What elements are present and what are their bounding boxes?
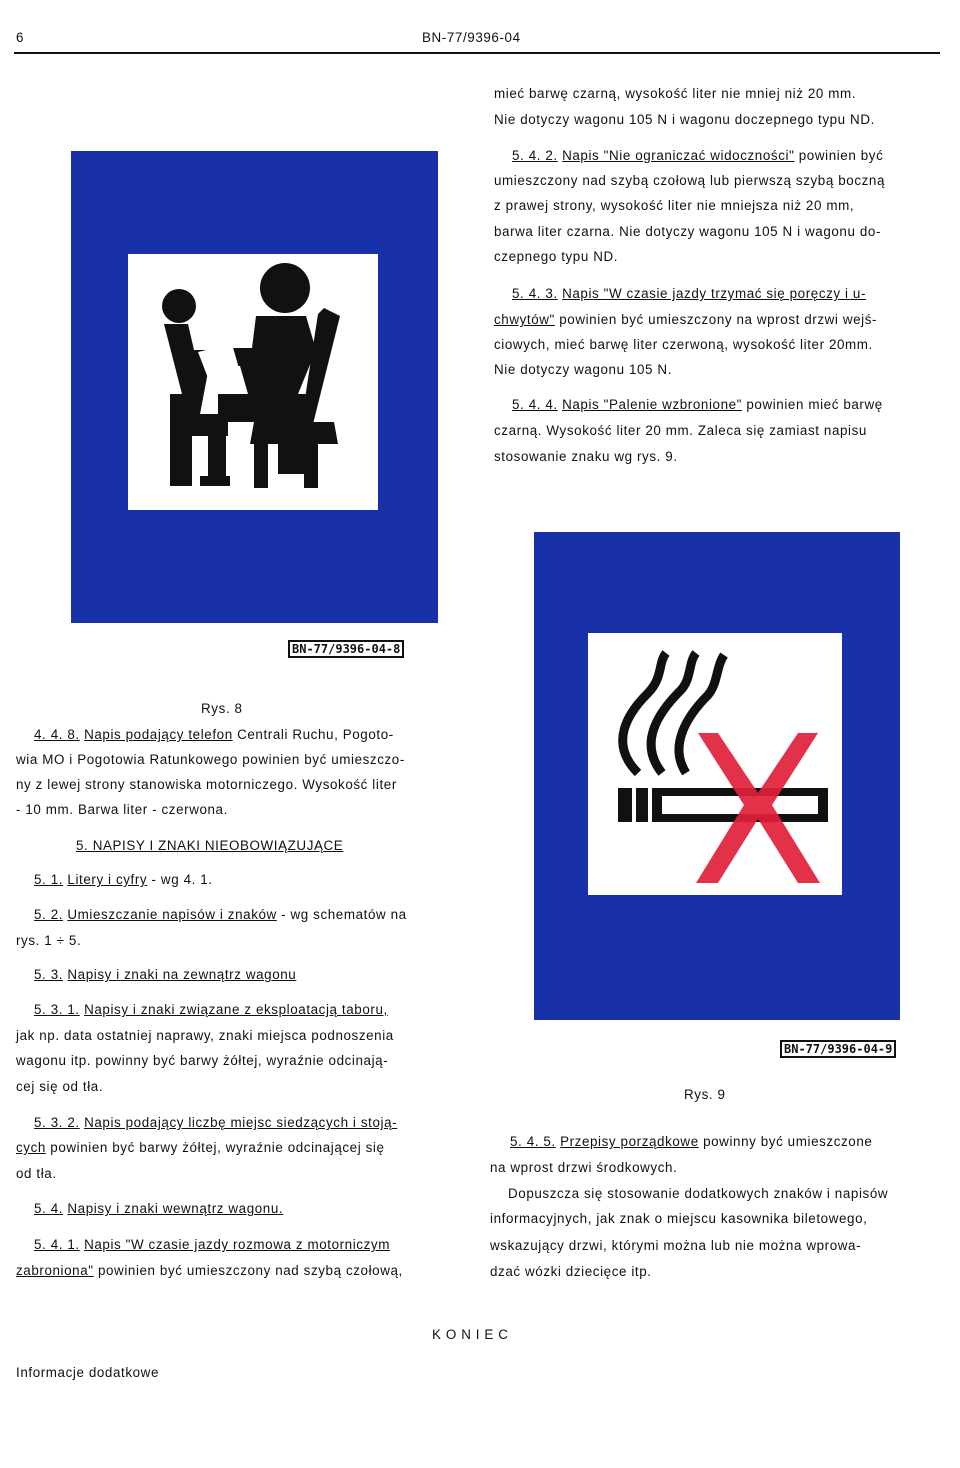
text-line: dzać wózki dziecięce itp. (490, 1264, 652, 1279)
paragraph-title: Przepisy porządkowe (560, 1134, 699, 1149)
paragraph-5-4-3-line (494, 312, 877, 328)
text-line: Dopuszcza się stosowanie dodatkowych znaków i napisów (508, 1186, 889, 1201)
figure-9-stamp: BN-77/9396-04-9 (780, 1040, 896, 1058)
text-line: jak np. data ostatniej naprawy, znaki miejsca podnoszenia (16, 1028, 394, 1043)
text-line: z prawej strony, wysokość liter nie mniejsza niż 20 mm, (494, 198, 855, 213)
figure-8-sign (71, 151, 438, 623)
paragraph-title: chwytów" (494, 312, 555, 327)
paragraph-5-3-2-line (16, 1140, 385, 1156)
text-line: czarną. Wysokość liter 20 mm. Zaleca się zamiast napisu (494, 423, 867, 438)
figure-9-caption: Rys. 9 (684, 1087, 726, 1102)
paragraph-text: powinny być umieszczone (703, 1134, 873, 1149)
text-line: rys. 1 ÷ 5. (16, 933, 82, 948)
paragraph-title: Napis podający liczbę miejsc siedzących i stoją- (84, 1115, 398, 1130)
document-code: BN-77/9396-04 (422, 30, 521, 45)
text-line: wia MO i Pogotowia Ratunkowego powinien być umieszczo- (16, 752, 405, 767)
passenger-with-child-icon (128, 254, 378, 510)
paragraph-title: Napis "W czasie jazdy trzymać się poręczy i u- (562, 286, 867, 301)
paragraph-title: Napis "W czasie jazdy rozmowa z motorniczym (84, 1237, 390, 1252)
text-line: wskazujący drzwi, którymi można lub nie można wprowa- (490, 1238, 862, 1253)
paragraph-5-4 (34, 1201, 283, 1217)
paragraph-number: 5. 3. 1. (34, 1002, 80, 1017)
text-line: ciowych, mieć barwę liter czerwoną, wysokość liter 20mm. (494, 337, 873, 352)
paragraph-number: 5. 4. 3. (512, 286, 558, 301)
paragraph-number: 5. 2. (34, 907, 64, 922)
paragraph-5-2 (34, 907, 407, 923)
paragraph-title: Napisy i znaki wewnątrz wagonu. (67, 1201, 284, 1216)
paragraph-title: zabroniona" (16, 1263, 94, 1278)
paragraph-text: powinien być barwy żółtej, wyraźnie odcinającej się (50, 1140, 385, 1155)
figure-8-caption: Rys. 8 (201, 701, 243, 716)
text-line: ny z lewej strony stanowiska motorniczego. Wysokość liter (16, 777, 397, 792)
no-smoking-icon (588, 633, 842, 895)
text-line: stosowanie znaku wg rys. 9. (494, 449, 678, 464)
paragraph-number: 5. 4. (34, 1201, 64, 1216)
paragraph-text: powinien być (798, 148, 884, 163)
paragraph-title: Napisy i znaki związane z eksploatacją taboru, (84, 1002, 388, 1017)
paragraph-title: Napisy i znaki na zewnątrz wagonu (67, 967, 297, 982)
paragraph-5-4-5 (510, 1134, 872, 1150)
paragraph-number: 5. 4. 2. (512, 148, 558, 163)
figure-8-sign-inner (128, 254, 378, 510)
paragraph-text: - wg 4. 1. (151, 872, 213, 887)
paragraph-4-4-8-heading (34, 727, 394, 743)
page-number: 6 (16, 30, 25, 45)
end-marker: K O N I E C (432, 1327, 509, 1342)
paragraph-5-3-1 (34, 1002, 388, 1018)
text-line: od tła. (16, 1166, 57, 1181)
paragraph-number: 5. 1. (34, 872, 64, 887)
paragraph-number: 5. 4. 4. (512, 397, 558, 412)
paragraph-5-4-2-heading (512, 148, 883, 164)
paragraph-5-4-4-heading (512, 397, 883, 413)
paragraph-number: 5. 4. 5. (510, 1134, 556, 1149)
text-line: cej się od tła. (16, 1079, 104, 1094)
paragraph-text: powinien mieć barwę (746, 397, 883, 412)
paragraph-text: Centrali Ruchu, Pogoto- (237, 727, 394, 742)
paragraph-text: powinien być umieszczony nad szybą czołową, (97, 1263, 403, 1278)
paragraph-title: Litery i cyfry (67, 872, 148, 887)
text-line: informacyjnych, jak znak o miejscu kasownika biletowego, (490, 1211, 868, 1226)
paragraph-5-4-1-line (16, 1263, 403, 1279)
text-line: Nie dotyczy wagonu 105 N. (494, 362, 673, 377)
paragraph-5-3 (34, 967, 296, 983)
paragraph-number: 5. 3. 2. (34, 1115, 80, 1130)
header-rule (14, 52, 940, 54)
paragraph-5-4-1 (34, 1237, 390, 1253)
additional-info-heading: Informacje dodatkowe (16, 1365, 160, 1380)
paragraph-number: 5. 3. (34, 967, 64, 982)
paragraph-text: - wg schematów na (281, 907, 407, 922)
text-line: Nie dotyczy wagonu 105 N i wagonu doczepnego typu ND. (494, 112, 875, 127)
paragraph-title: Napis podający telefon (84, 727, 233, 742)
paragraph-title: cych (16, 1140, 46, 1155)
paragraph-5-4-3-heading (512, 286, 866, 302)
text-line: - 10 mm. Barwa liter - czerwona. (16, 802, 228, 817)
paragraph-number: 5. 4. 1. (34, 1237, 80, 1252)
text-line: wagonu itp. powinny być barwy żółtej, wyraźnie odcinają- (16, 1053, 389, 1068)
paragraph-5-1 (34, 872, 213, 888)
paragraph-number: 4. 4. 8. (34, 727, 80, 742)
paragraph-title: Napis "Palenie wzbronione" (562, 397, 743, 412)
text-line: czepnego typu ND. (494, 249, 619, 264)
figure-8-stamp: BN-77/9396-04-8 (288, 640, 404, 658)
paragraph-5-3-2 (34, 1115, 397, 1131)
figure-9-sign (534, 532, 900, 1020)
paragraph-text: powinien być umieszczony na wprost drzwi wejś- (559, 312, 878, 327)
text-line: na wprost drzwi środkowych. (490, 1160, 678, 1175)
figure-9-sign-inner (588, 633, 842, 895)
section-5-heading: 5. NAPISY I ZNAKI NIEOBOWIĄZUJĄCE (76, 838, 344, 853)
text-line: barwa liter czarna. Nie dotyczy wagonu 105 N i wagonu do- (494, 224, 882, 239)
paragraph-title: Napis "Nie ograniczać widoczności" (562, 148, 795, 163)
paragraph-title: Umieszczanie napisów i znaków (67, 907, 277, 922)
text-line: umieszczony nad szybą czołową lub pierwszą szybą boczną (494, 173, 886, 188)
text-line: mieć barwę czarną, wysokość liter nie mniej niż 20 mm. (494, 86, 857, 101)
